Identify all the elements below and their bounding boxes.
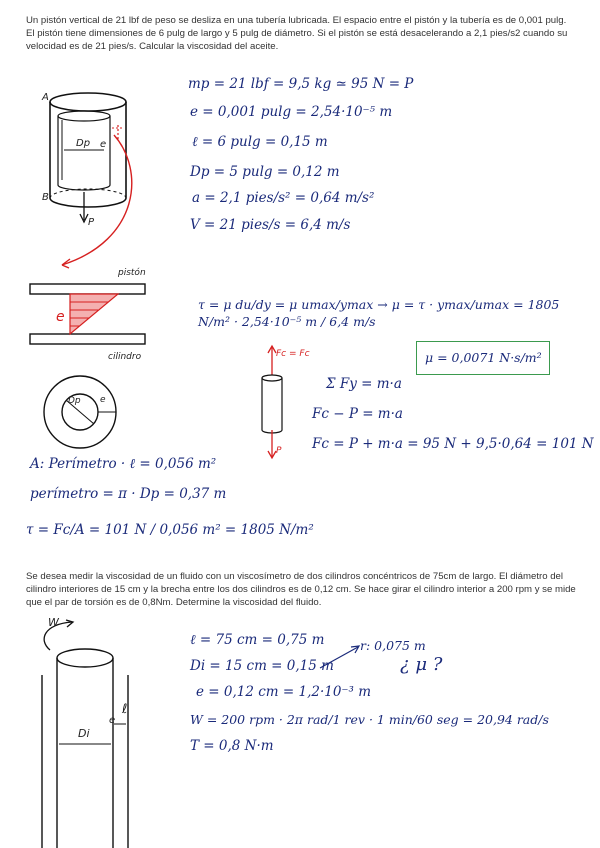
tau-equation: τ = Fc/A = 101 N / 0,056 m² = 1805 N/m²: [26, 522, 314, 538]
given2-diameter: Di = 15 cm = 0,15 m: [190, 658, 334, 674]
red-pointer-arrow: [60, 130, 150, 270]
radius-value: r: 0,075 m: [360, 638, 426, 653]
label-l: ℓ: [122, 702, 128, 717]
annulus-figure: [40, 372, 120, 452]
given2-length: ℓ = 75 cm = 0,75 m: [190, 632, 325, 648]
label-B: B: [42, 192, 49, 203]
viscosity-equation: τ = μ du/dy = μ umax/ymax → μ = τ · ymax/umax = 1805 N/m² · 2,54·10⁻⁵ m / 6,4 m/s: [198, 297, 560, 329]
given2-gap: e = 0,12 cm = 1,2·10⁻³ m: [196, 684, 372, 700]
given-diameter: Dp = 5 pulg = 0,12 m: [190, 164, 340, 180]
given-gap: e = 0,001 pulg = 2,54·10⁻⁵ m: [190, 104, 393, 120]
label-Di: Di: [78, 727, 90, 740]
given-velocity: V = 21 pies/s = 6,4 m/s: [190, 217, 351, 233]
given2-omega: W = 200 rpm · 2π rad/1 rev · 1 min/60 seg = 20,94 rad/s: [190, 712, 549, 727]
label-A: A: [42, 92, 49, 103]
label-e: e: [100, 139, 107, 150]
label-cilindro: cilindro: [108, 352, 142, 362]
perimeter-equation: perímetro = π · Dp = 0,37 m: [30, 486, 227, 502]
label-Dp: Dp: [76, 138, 91, 149]
label-ring-e: e: [100, 395, 106, 405]
area-equation: A: Perímetro · ℓ = 0,056 m²: [30, 456, 217, 472]
free-body-figure: [255, 345, 295, 460]
given-acceleration: a = 2,1 pies/s² = 0,64 m/s²: [192, 190, 375, 206]
sum-forces: Σ Fy = m·a: [326, 376, 402, 392]
result-box: [416, 341, 550, 375]
problem1-statement: Un pistón vertical de 21 lbf de peso se desliza en una tubería lubricada. El espacio entre el pistón y la tubería es de 0,001 pulg. El pistón tiene dimensiones de 6 pulg de largo y 5 pulg de diámetro. Si el pistón se está desacelerando a 2,1 pies/s2 cuando su velocidad es de 21 pies/s. Calcular la viscosidad del aceite.: [26, 15, 568, 52]
label-ring-Dp: Dp: [68, 396, 81, 406]
label-piston: pistón: [118, 268, 146, 278]
given2-torque: T = 0,8 N·m: [190, 738, 274, 754]
fc-value: Fc = P + m·a = 95 N + 9,5·0,64 = 101 N: [312, 436, 594, 452]
velocity-profile-figure: [30, 282, 150, 352]
label-e2: e: [109, 715, 116, 726]
given-length: ℓ = 6 pulg = 0,15 m: [192, 134, 328, 150]
result-viscosity: μ = 0,0071 N·s/m²: [425, 350, 542, 365]
given-mass: mp = 21 lbf = 9,5 kg ≃ 95 N = P: [188, 76, 414, 92]
radius-arrow: [318, 644, 362, 670]
unknown-viscosity: ¿ μ ?: [400, 654, 443, 675]
problem2-statement: Se desea medir la viscosidad de un fluido con un viscosímetro de dos cilindros concéntricos de 75cm de largo. El diámetro del cilindro interiores de 15 cm y la brecha entre los dos cilindros es de 0,12 cm. Se hace girar el cilindro interior a 200 rpm y se mide que el par de torsión es de 0,8Nm. Determine la viscosidad del fluido.: [26, 571, 576, 608]
label-e-flow: e: [56, 309, 65, 325]
label-W: W: [48, 616, 59, 629]
label-P: P: [88, 217, 95, 228]
label-force-up: Fc = Fc: [276, 349, 310, 359]
fc-minus-p: Fc − P = m·a: [312, 406, 403, 422]
label-force-down: P: [276, 446, 282, 456]
